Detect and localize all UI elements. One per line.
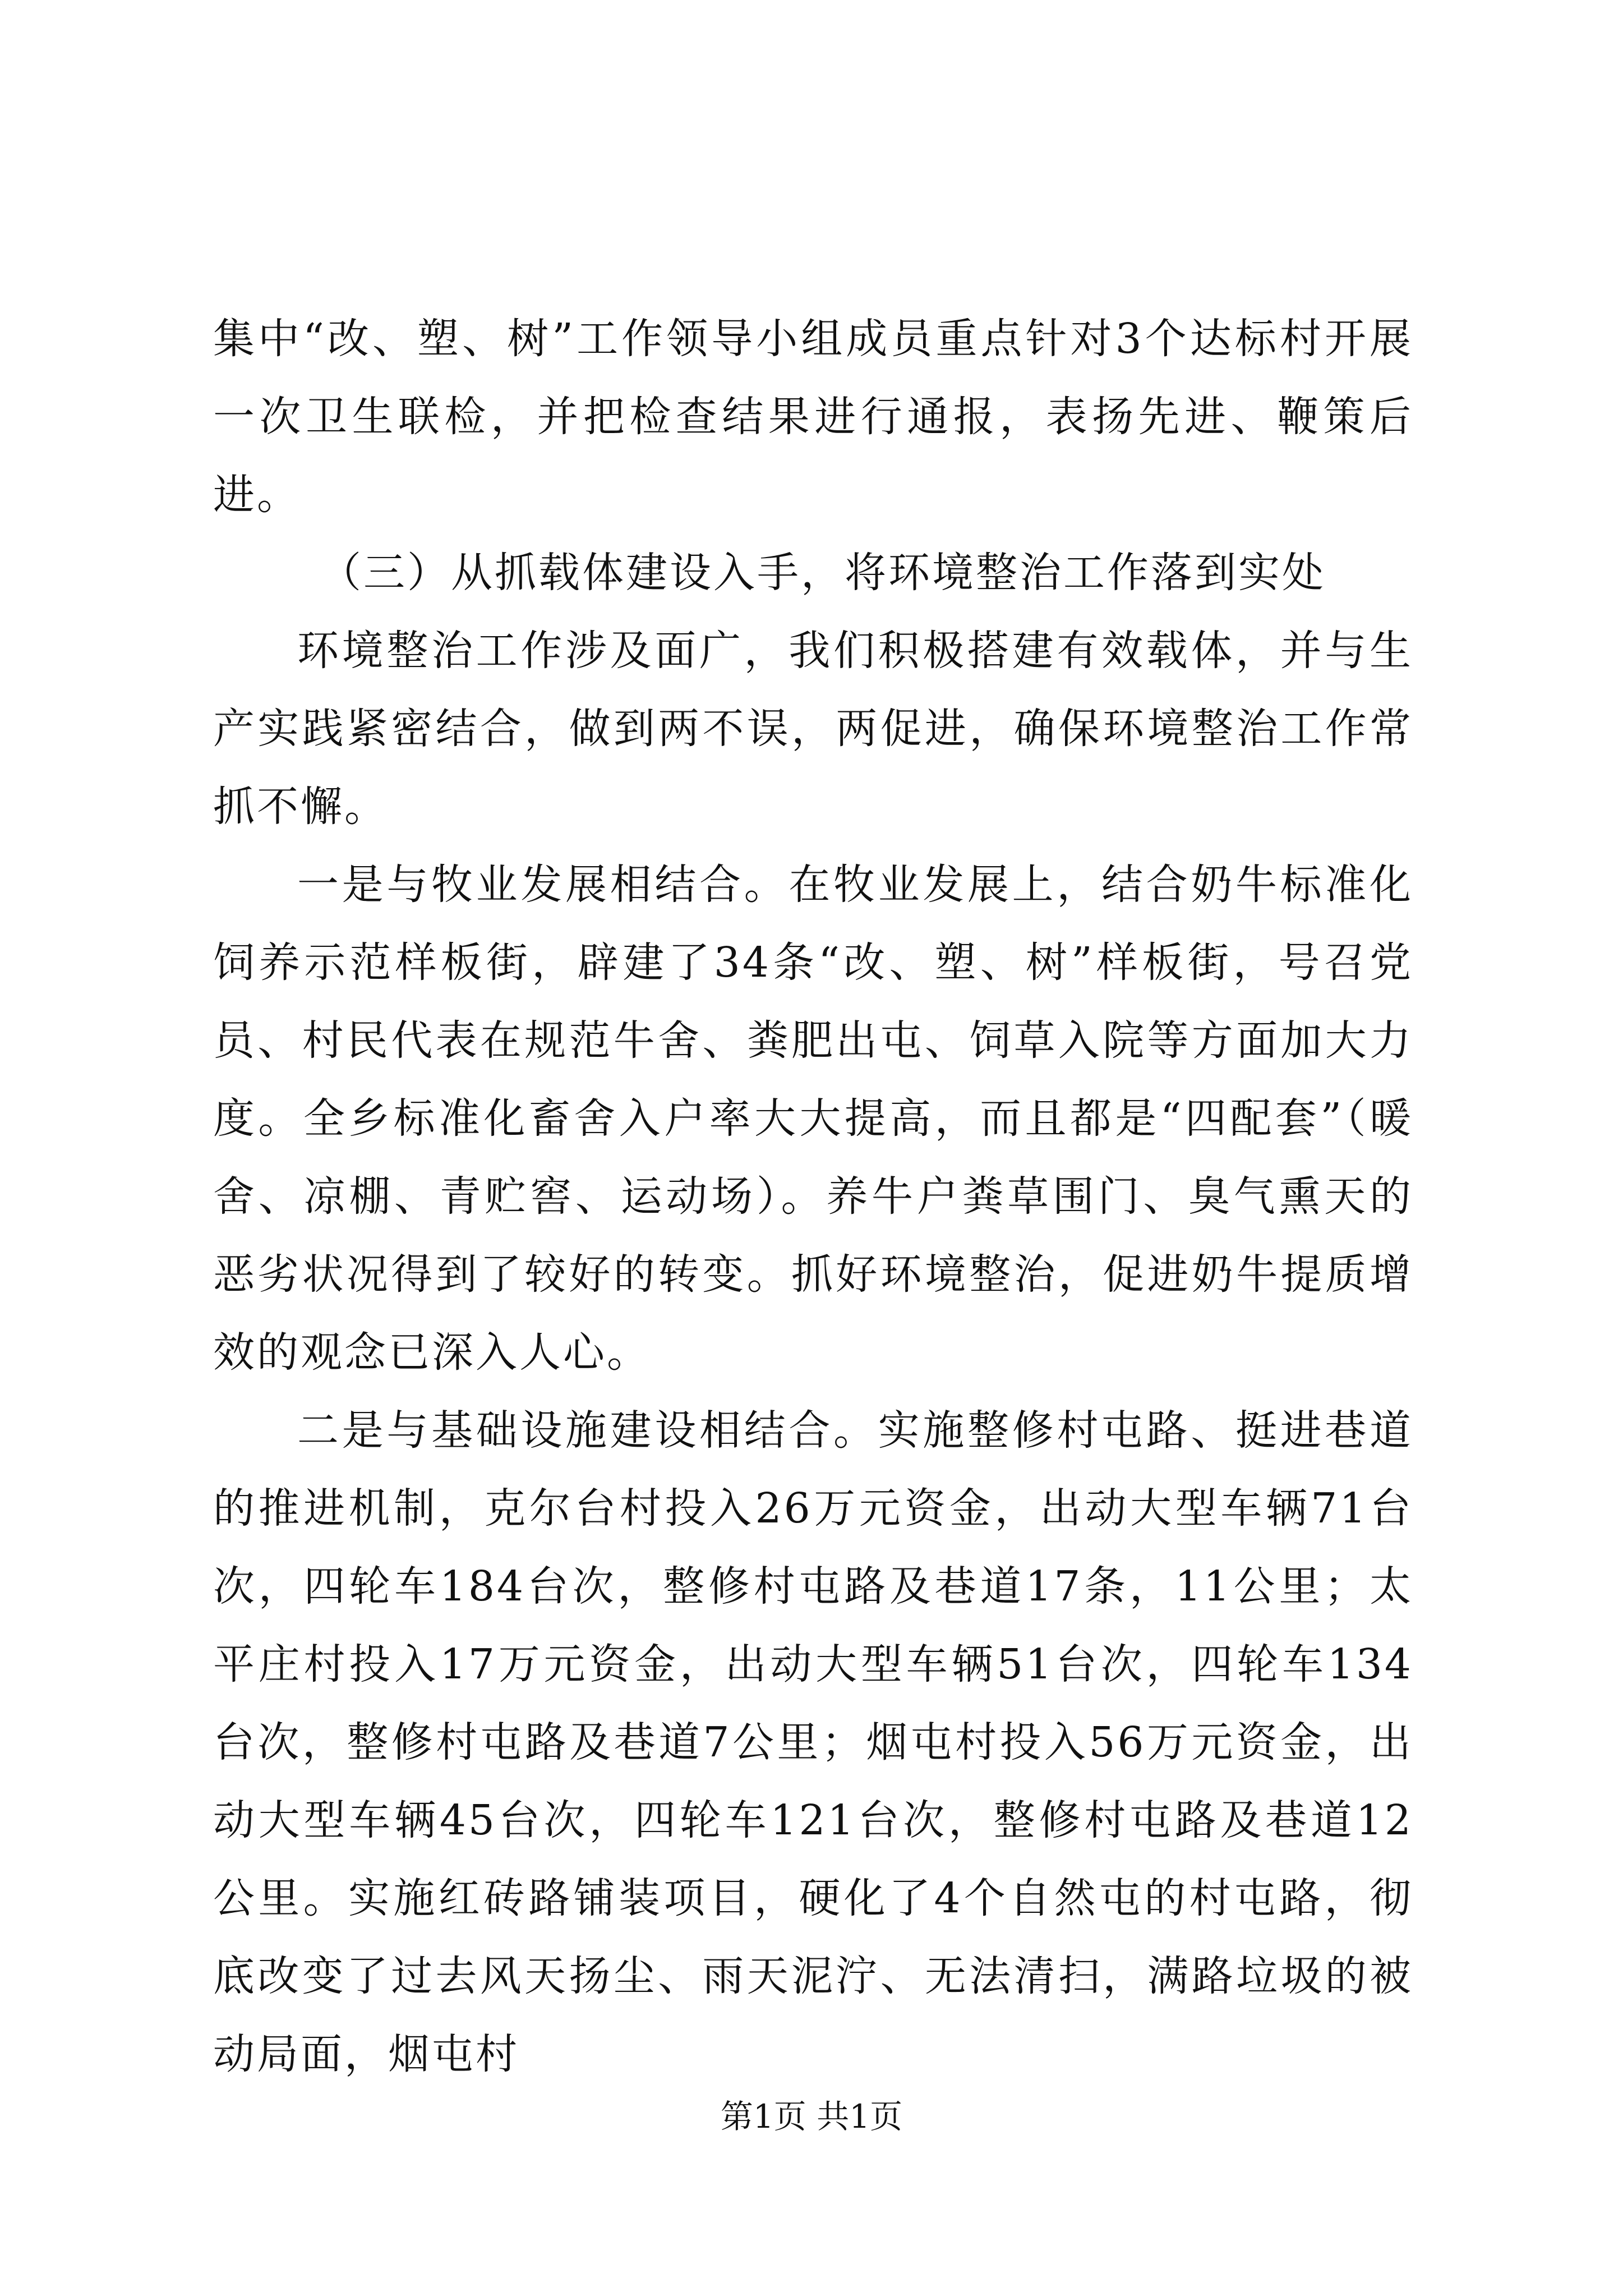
- paragraph-intro: 环境整治工作涉及面广，我们积极搭建有效载体，并与生产实践紧密结合，做到两不误，两促进，确保环境整治工作常抓不懈。: [213, 627, 1413, 831]
- paragraph-livestock: 一是与牧业发展相结合。在牧业发展上，结合奶牛标准化饲养示范样板街，辟建了34条“改、塑、树”样板街，号召党员、村民代表在规范牛舍、粪肥出屯、饲草入院等方面加大力度。全乡标准化畜舍入户率大大提高，而且都是“四配套”（暖舍、凉棚、青贮窖、运动场）。养牛户粪草围门、臭气熏天的恶劣状况得到了较好的转变。抓好环境整治，促进奶牛提质增效的观念已深入人心。: [213, 861, 1413, 1377]
- page-footer: 第1页 共1页: [720, 2097, 903, 2136]
- paragraph-infrastructure: 二是与基础设施建设相结合。实施整修村屯路、挺进巷道的推进机制，克尔台村投入26万元资金，出动大型车辆71台次，四轮车184台次，整修村屯路及巷道17条，11公里；太平庄村投入17万元资金，出动大型车辆51台次，四轮车134台次，整修村屯路及巷道7公里；烟屯村投入56万元资金，出动大型车辆45台次，四轮车121台次，整修村屯路及巷道12公里。实施红砖路铺装项目，硬化了4个自然屯的村屯路，彻底改变了过去风天扬尘、雨天泥泞、无法清扫，满路垃圾的被动局面，烟屯村: [213, 1406, 1413, 2078]
- section-heading: （三）从抓载体建设入手，将环境整治工作落到实处: [320, 549, 1326, 597]
- document-body: [213, 300, 1413, 2093]
- paragraph-continued: 集中“改、塑、树”工作领导小组成员重点针对3个达标村开展一次卫生联检，并把检查结果进行通报，表扬先进、鞭策后进。: [213, 315, 1413, 519]
